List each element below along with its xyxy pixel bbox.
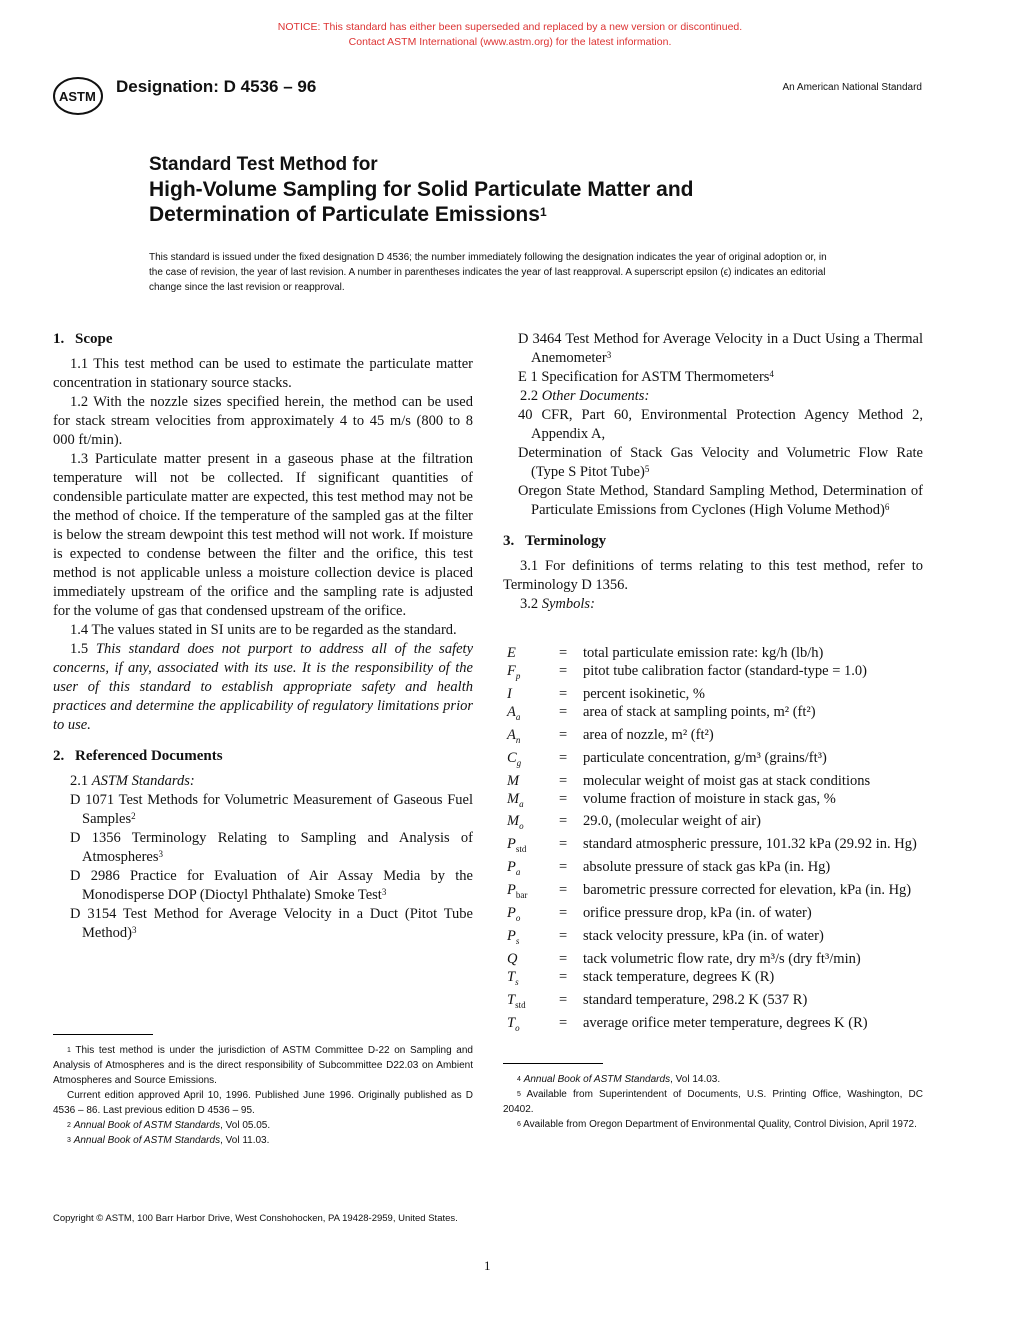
symbol-subscript: o	[515, 1022, 520, 1033]
symbol-row	[507, 881, 923, 904]
symbol-letter: P	[507, 859, 516, 876]
symbols-table	[507, 644, 923, 1036]
reference-text: D 3464 Test Method for Average Velocity in a Duct Using a Thermal Anemometer	[518, 331, 923, 366]
reference-text: Oregon State Method, Standard Sampling Method, Determination of Particulate Emissions from Cyclones (High Volume Method)	[518, 483, 923, 518]
section-terminology-heading	[503, 532, 923, 551]
symbol-row	[507, 685, 923, 703]
equals-sign: =	[559, 772, 568, 789]
right-column	[503, 330, 923, 1036]
subsection-label: Other Documents:	[541, 388, 650, 404]
reference-text: D 2986 Practice for Evaluation of Air Assay Media by the Monodisperse DOP (Dioctyl Phthalate) Smoke Test	[70, 868, 473, 903]
symbol-letter: M	[507, 790, 520, 807]
designation: Designation: D 4536 – 96	[116, 77, 317, 96]
footnote-book-title: Annual Book of ASTM Standards	[523, 1074, 671, 1085]
title-footnote-mark: 1	[539, 205, 547, 219]
symbol	[507, 968, 559, 991]
symbol-subscript: s	[515, 935, 520, 946]
symbol-subscript: o	[519, 821, 524, 832]
footnote-mark: 2	[131, 811, 136, 821]
symbol-definition: volume fraction of moisture in stack gas, %	[583, 790, 836, 807]
footnote-mark: 3	[131, 925, 137, 935]
symbol	[507, 835, 559, 858]
reference-item	[53, 867, 473, 905]
equals-sign: =	[559, 663, 568, 679]
symbol	[507, 790, 559, 813]
symbol-letter: M	[507, 772, 520, 789]
footnote-rule-left	[53, 1034, 153, 1035]
symbol-row	[507, 904, 923, 927]
symbol-definition: standard atmospheric pressure, 101.32 kPa (29.92 in. Hg)	[583, 836, 917, 853]
symbol-row	[507, 772, 923, 790]
symbol-subscript: bar	[515, 890, 528, 901]
reference-text: Determination of Stack Gas Velocity and Volumetric Flow Rate (Type S Pitot Tube)	[518, 445, 923, 480]
symbol-row	[507, 835, 923, 858]
notice-line-1: NOTICE: This standard has either been superseded and replaced by a new version or discontinued.	[277, 21, 743, 33]
equals-sign: =	[559, 685, 568, 702]
symbol-subscript: g	[516, 757, 522, 768]
equals-sign: =	[559, 927, 568, 944]
footnote-2	[53, 1118, 473, 1133]
symbols-label	[503, 595, 923, 614]
section-number: 3.	[503, 533, 515, 549]
footnote-mark: 3	[158, 849, 164, 859]
symbol	[507, 904, 559, 927]
footnote-1-edition: Current edition approved April 10, 1996. Published June 1996. Originally published as D 4536 – 86. Last previous edition D 4536 – 95.	[53, 1090, 473, 1116]
footnote-rule-right	[503, 1063, 603, 1064]
section-number: 2.	[53, 748, 65, 764]
footnote-mark: 6	[517, 1121, 521, 1128]
section-scope-heading	[53, 330, 473, 349]
equals-sign: =	[559, 968, 568, 985]
symbol-letter: C	[507, 749, 517, 766]
symbol-row	[507, 968, 923, 991]
footnote-mark: 4	[517, 1076, 521, 1083]
symbol-letter: Q	[507, 950, 518, 967]
footnote-5	[503, 1087, 923, 1117]
title-line-2: High-Volume Sampling for Solid Particulate Matter and	[149, 178, 694, 201]
logo-letters: ASTM	[59, 89, 96, 104]
symbol-definition: particulate concentration, g/m³ (grains/ft³)	[583, 749, 827, 766]
footnote-mark: 2	[67, 1122, 71, 1129]
footnote-6	[503, 1117, 923, 1132]
reference-item	[518, 444, 923, 482]
title-line-3	[149, 202, 694, 227]
symbol	[507, 1014, 559, 1037]
section-number: 1.	[53, 331, 65, 347]
symbol-definition: molecular weight of moist gas at stack conditions	[583, 772, 871, 789]
symbol-subscript: a	[519, 798, 524, 809]
symbol-row	[507, 1014, 923, 1037]
symbol-definition: area of stack at sampling points, m² (ft²)	[583, 703, 816, 720]
astm-logo	[52, 76, 104, 116]
subsection-label: ASTM Standards:	[91, 773, 195, 789]
astm-reference-list	[53, 791, 473, 943]
symbol-definition: stack velocity pressure, kPa (in. of water)	[583, 927, 824, 944]
footnote-3	[53, 1133, 473, 1148]
reference-text: E 1 Specification for ASTM Thermometers	[518, 369, 770, 385]
symbol	[507, 858, 559, 881]
symbol-row	[507, 950, 923, 968]
footnote-1	[53, 1043, 473, 1088]
scope-1-1: 1.1 This test method can be used to estimate the particulate matter concentration in stationary source stacks.	[53, 356, 473, 391]
section-referenced-heading	[53, 747, 473, 766]
national-standard-label: An American National Standard	[782, 82, 922, 93]
footnotes-left	[53, 1043, 473, 1148]
footnote-mark: 1	[67, 1047, 71, 1054]
symbol-subscript: s	[515, 976, 519, 987]
symbol	[507, 991, 559, 1014]
symbol-letter: A	[507, 703, 516, 720]
symbol-row	[507, 749, 923, 772]
symbol	[507, 644, 559, 662]
equals-sign: =	[559, 813, 568, 830]
supersession-notice	[0, 20, 1020, 50]
symbol	[507, 685, 559, 703]
subsection-label: Symbols:	[541, 596, 595, 612]
copyright-line: Copyright © ASTM, 100 Barr Harbor Drive, West Conshohocken, PA 19428-2959, United States.	[53, 1213, 458, 1224]
symbol-letter: P	[507, 927, 516, 944]
footnote-mark: 4	[769, 369, 774, 379]
title-line-1: Standard Test Method for	[149, 154, 378, 175]
section-title: Scope	[75, 331, 113, 347]
footnote-mark: 3	[606, 350, 612, 360]
reference-item	[518, 482, 923, 520]
footnote-volume: , Vol 05.05.	[220, 1120, 271, 1131]
footnote-mark: 5	[517, 1091, 521, 1098]
notice-line-2: Contact ASTM International (www.astm.org) for the latest information.	[348, 36, 672, 48]
symbol-letter: M	[507, 813, 520, 830]
symbol-definition: stack temperature, degrees K (R)	[583, 968, 775, 985]
symbol-subscript: std	[515, 844, 527, 855]
scope-1-5	[53, 640, 473, 735]
equals-sign: =	[559, 882, 568, 899]
symbol	[507, 881, 559, 904]
symbol-row	[507, 662, 923, 685]
para-number: 2.1	[70, 773, 89, 789]
symbol-letter: F	[507, 663, 516, 679]
footnote-mark: 3	[381, 887, 387, 897]
page-number: 1	[484, 1258, 491, 1273]
symbol-row	[507, 644, 923, 662]
terminology-3-1: 3.1 For definitions of terms relating to this test method, refer to Terminology D 1356.	[503, 558, 923, 593]
symbol-definition: barometric pressure corrected for elevation, kPa (in. Hg)	[583, 882, 912, 899]
symbol-letter: T	[507, 1014, 516, 1031]
symbol-definition: tack volumetric flow rate, dry m³/s (dry ft³/min)	[583, 950, 861, 967]
footnotes-right	[503, 1072, 923, 1132]
footnote-mark: 5	[644, 464, 650, 474]
symbol-definition: absolute pressure of stack gas kPa (in. Hg)	[583, 859, 831, 876]
reference-item	[518, 368, 923, 387]
equals-sign: =	[559, 749, 568, 766]
scope-1-3: 1.3 Particulate matter present in a gaseous phase at the filtration temperature will not be collected. If significant quantities of condensible particulate matter are expected, this test method may not be the method of choice. If the temperature of the sampled gas at the filter is below the stream dewpoint this test method will not work. If moisture is expected to condense between the filter and the orifice, this test method is not applicable unless a moisture collection device is placed immediately upstream of the orifice and the sampling rate is adjusted for the volume of gas that condensed upstream of the orifice.	[53, 451, 473, 619]
symbol	[507, 726, 559, 749]
equals-sign: =	[559, 836, 568, 853]
reference-text: D 3154 Test Method for Average Velocity in a Duct (Pitot Tube Method)	[70, 906, 473, 941]
symbol-definition: percent isokinetic, %	[583, 685, 705, 702]
scope-1-4: 1.4 The values stated in SI units are to be regarded as the standard.	[70, 622, 457, 638]
other-documents-label	[503, 387, 923, 406]
footnote-text: Available from Superintendent of Documents, U.S. Printing Office, Washington, DC 20402.	[503, 1089, 923, 1115]
footnote-mark: 3	[67, 1137, 71, 1144]
para-number: 3.2	[520, 596, 539, 612]
symbol	[507, 927, 559, 950]
footnote-volume: , Vol 11.03.	[220, 1135, 270, 1146]
astm-standards-label	[53, 772, 473, 791]
symbol-row	[507, 812, 923, 835]
equals-sign: =	[559, 645, 568, 661]
title-line-3-text: Determination of Particulate Emissions	[149, 203, 540, 226]
symbol-subscript: a	[515, 711, 521, 722]
symbol-subscript: n	[515, 734, 521, 745]
footnote-4	[503, 1072, 923, 1087]
symbol-letter: E	[507, 645, 516, 661]
symbol-definition: pitot tube calibration factor (standard-type = 1.0)	[583, 663, 867, 679]
symbol-letter: T	[507, 968, 516, 985]
symbol-row	[507, 927, 923, 950]
symbol-definition: total particulate emission rate: kg/h (lb/h)	[583, 645, 824, 661]
symbol-row	[507, 858, 923, 881]
equals-sign: =	[559, 1014, 568, 1031]
footnote-text: This test method is under the jurisdiction of ASTM Committee D-22 on Sampling and Analysis of Atmospheres and is the direct responsibility of Subcommittee D22.03 on Ambient Atmospheres and Source Emissions.	[53, 1045, 473, 1086]
equals-sign: =	[559, 703, 568, 720]
symbol-letter: P	[507, 882, 516, 899]
symbol-row	[507, 726, 923, 749]
reference-item	[518, 330, 923, 368]
symbol	[507, 812, 559, 835]
symbol-definition: area of nozzle, m² (ft²)	[583, 726, 714, 743]
reference-item	[518, 406, 923, 444]
equals-sign: =	[559, 905, 568, 922]
issued-note: This standard is issued under the fixed designation D 4536; the number immediately following the designation indicates the year of original adoption or, in the case of revision, the year of last revision. A number in parentheses indicates the year of last reapproval. A superscript epsilon (ϵ) indicates an editorial change since the last revision or reapproval.	[149, 252, 827, 293]
reference-item	[53, 905, 473, 943]
symbol-letter: I	[507, 685, 512, 702]
equals-sign: =	[559, 790, 568, 807]
scope-1-2: 1.2 With the nozzle sizes specified herein, the method can be used for stack stream velocities from approximately 4 to 45 m/s (800 to 8 000 ft/min).	[53, 394, 473, 448]
para-number: 1.5	[70, 641, 89, 657]
reference-item	[53, 829, 473, 867]
document-title	[149, 153, 694, 227]
symbol-definition: orifice pressure drop, kPa (in. of water)	[583, 905, 812, 922]
reference-text: 40 CFR, Part 60, Environmental Protection Agency Method 2, Appendix A,	[518, 407, 923, 442]
reference-text: D 1356 Terminology Relating to Sampling and Analysis of Atmospheres	[70, 830, 473, 865]
symbol-definition: average orifice meter temperature, degrees K (R)	[583, 1014, 868, 1031]
symbol-subscript: std	[515, 999, 526, 1010]
footnote-text: Available from Oregon Department of Environmental Quality, Control Division, April 1972.	[523, 1119, 917, 1130]
symbol	[507, 772, 559, 790]
section-title: Referenced Documents	[75, 748, 223, 764]
para-number: 2.2	[520, 388, 539, 404]
symbol-subscript: o	[515, 912, 521, 923]
symbol	[507, 662, 559, 685]
left-column	[53, 330, 473, 943]
equals-sign: =	[559, 859, 568, 876]
reference-text: D 1071 Test Methods for Volumetric Measurement of Gaseous Fuel Samples	[70, 792, 473, 827]
symbol-definition: 29.0, (molecular weight of air)	[583, 813, 761, 830]
symbol-row	[507, 991, 923, 1014]
symbol	[507, 703, 559, 726]
equals-sign: =	[559, 726, 568, 743]
footnote-book-title: Annual Book of ASTM Standards	[73, 1120, 221, 1131]
symbol-letter: T	[507, 991, 516, 1008]
symbol-row	[507, 703, 923, 726]
symbol-letter: A	[507, 726, 516, 743]
symbol	[507, 749, 559, 772]
symbol	[507, 950, 559, 968]
equals-sign: =	[559, 991, 568, 1008]
symbol-subscript: p	[515, 670, 521, 681]
footnote-mark: 6	[884, 502, 890, 512]
footnote-book-title: Annual Book of ASTM Standards	[73, 1135, 221, 1146]
symbol-subscript: a	[515, 867, 521, 878]
equals-sign: =	[559, 950, 568, 967]
symbol-row	[507, 790, 923, 813]
footnote-volume: , Vol 14.03.	[670, 1074, 721, 1085]
reference-item	[53, 791, 473, 829]
symbol-letter: P	[507, 905, 516, 922]
symbol-definition: standard temperature, 298.2 K (537 R)	[583, 991, 808, 1008]
symbol-letter: P	[507, 836, 516, 853]
section-title: Terminology	[525, 533, 607, 549]
safety-statement: This standard does not purport to address all of the safety concerns, if any, associated with its use. It is the responsibility of the user of this standard to establish appropriate safety and health practices and determine the applicability of regulatory limitations prior to use.	[53, 641, 474, 733]
